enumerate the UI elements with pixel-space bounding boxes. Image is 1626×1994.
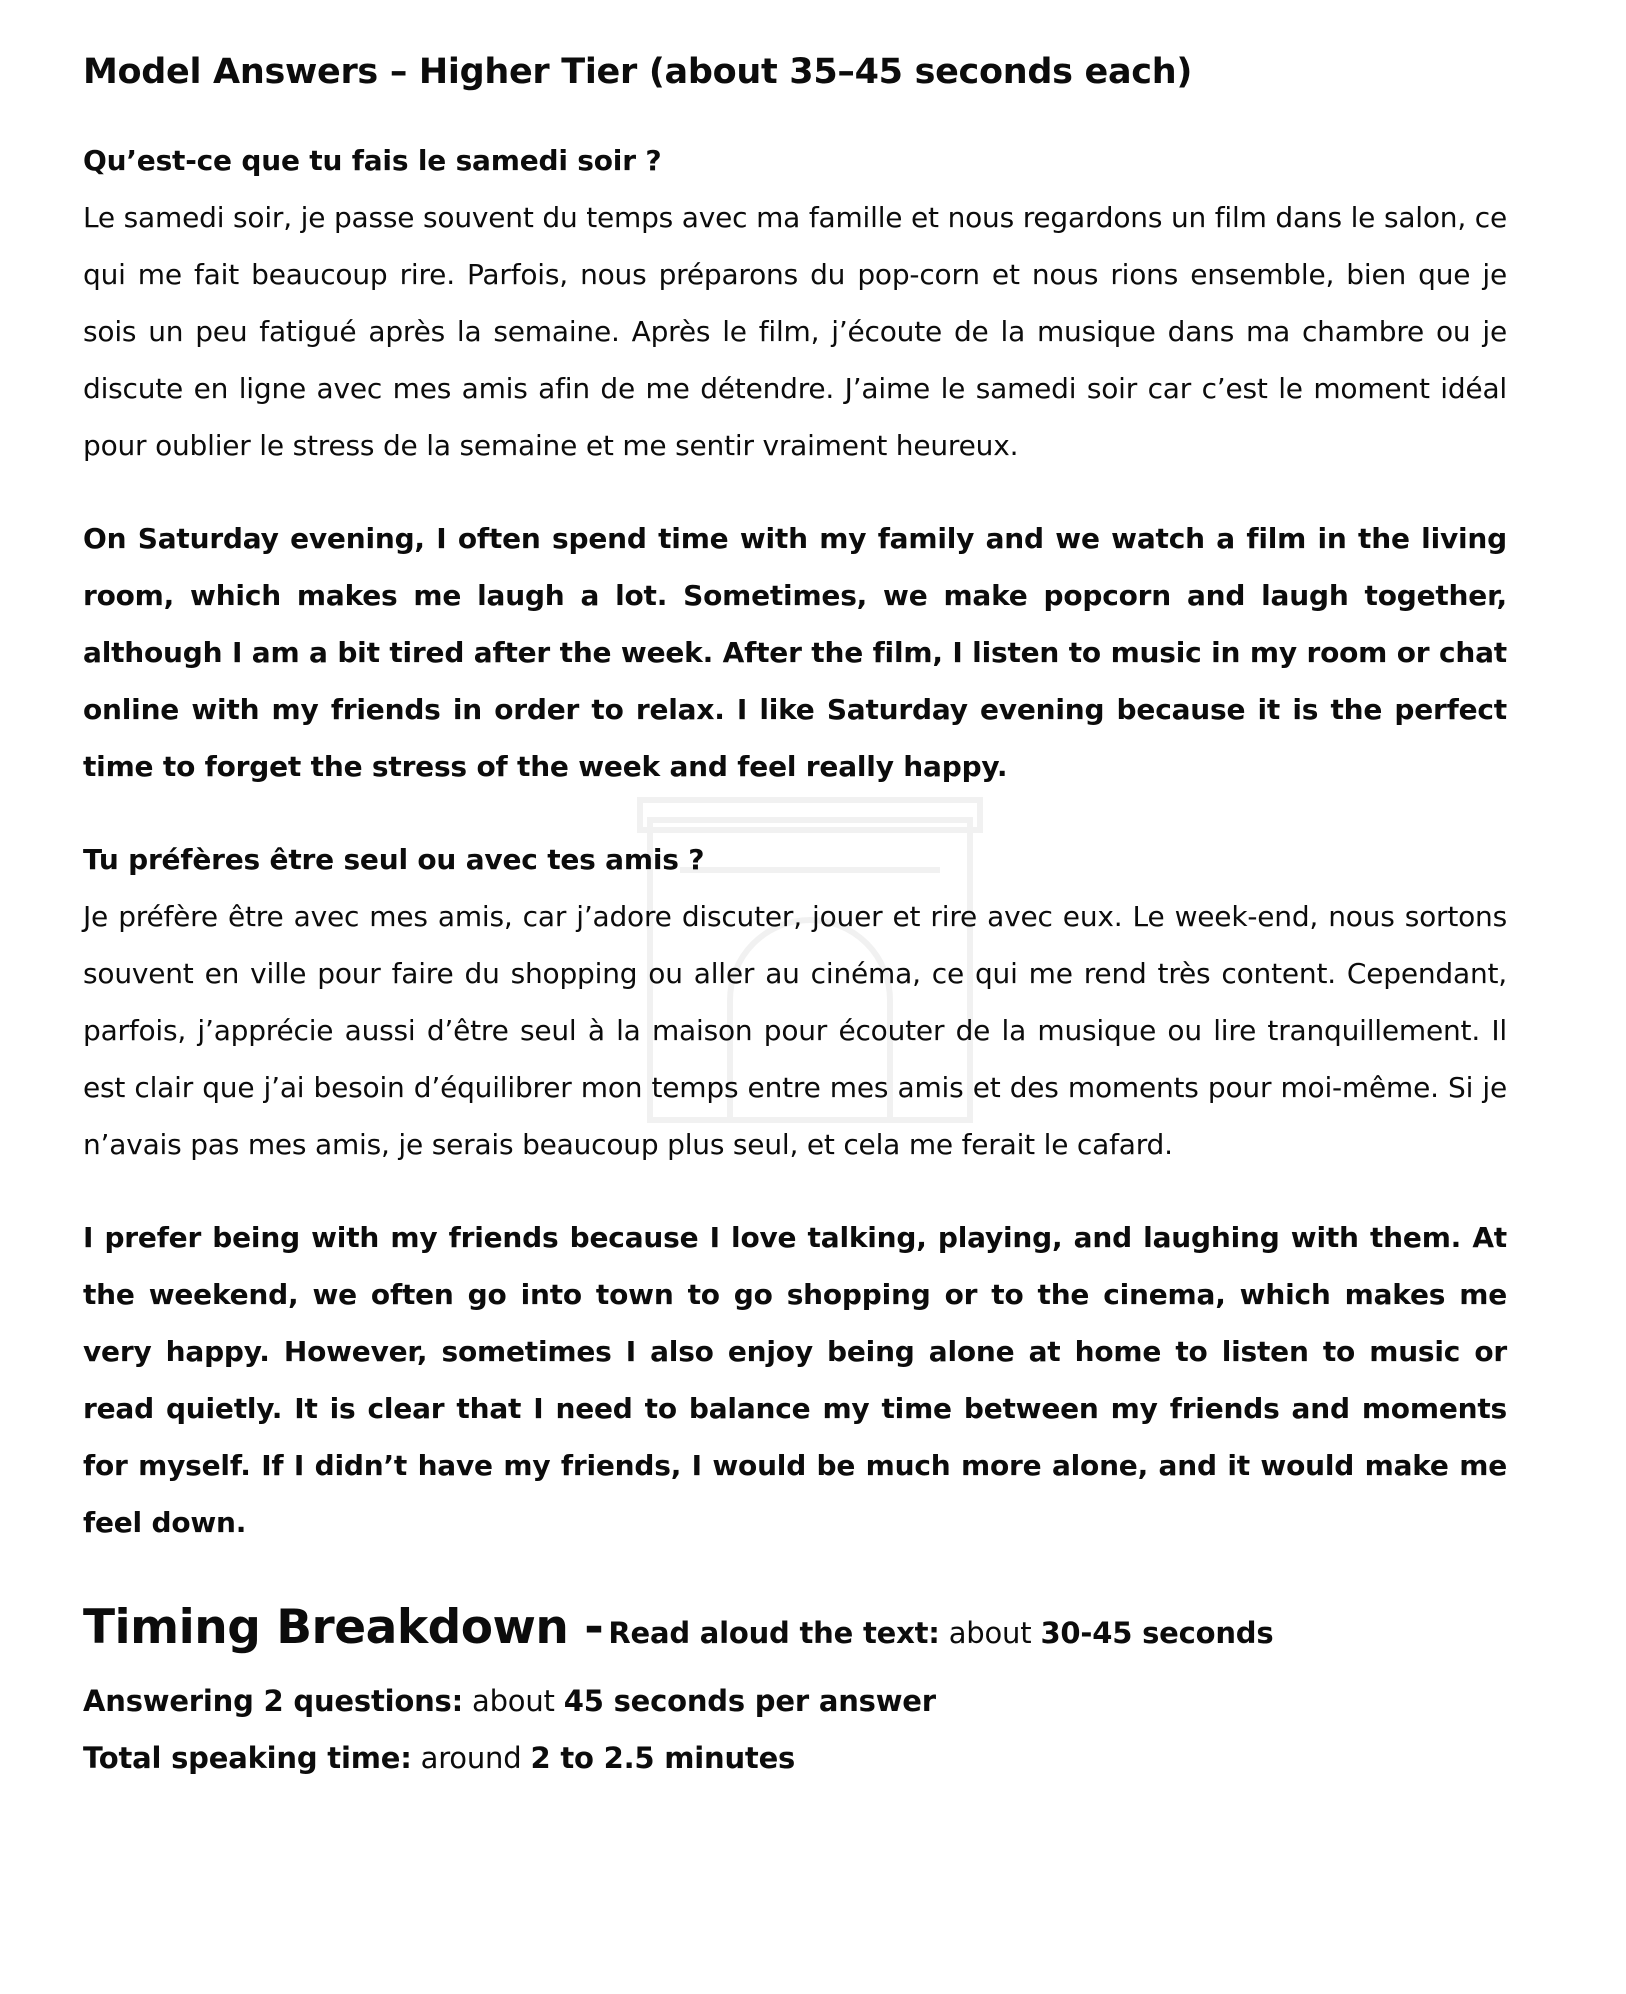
read-aloud-label: Read aloud the text: (608, 1616, 940, 1650)
answering-value: 45 seconds per answer (563, 1684, 936, 1718)
document-title: Model Answers – Higher Tier (about 35–45 seconds each) (83, 52, 1193, 92)
question-heading: Tu préfères être seul ou avec tes amis ? (83, 843, 705, 876)
answering-line (83, 1673, 1507, 1730)
question-heading: Qu’est-ce que tu fais le samedi soir ? (83, 144, 662, 177)
answering-label: Answering 2 questions: (83, 1684, 463, 1718)
english-translation: I prefer being with my friends because I love talking, playing, and laughing with them. At the weekend, we often go into town to go shopping or to the cinema, which makes me very happy. However, sometimes I also enjoy being alone at home to listen to music or read quietly. It is clear that I need to balance my time between my friends and moments for myself. If I didn’t have my friends, I would be much more alone, and it would make me feel down. (83, 1221, 1507, 1539)
answering-connector: about (472, 1684, 555, 1718)
timing-heading (83, 1593, 1507, 1673)
english-translation: On Saturday evening, I often spend time with my family and we watch a film in the living room, which makes me laugh a lot. Sometimes, we make popcorn and laugh together, although I am a bit tired after the week. After the film, I listen to music in my room or chat online with my friends in order to relax. I like Saturday evening because it is the perfect time to forget the stress of the week and feel really happy. (83, 522, 1507, 783)
read-aloud-value: 30-45 seconds (1040, 1616, 1274, 1650)
section-saturday-evening (83, 132, 1507, 795)
timing-title: Timing Breakdown - (83, 1600, 604, 1655)
timing-breakdown (83, 1593, 1507, 1787)
total-label: Total speaking time: (83, 1741, 412, 1775)
total-line (83, 1730, 1507, 1787)
french-answer: Je préfère être avec mes amis, car j’adore discuter, jouer et rire avec eux. Le week-end, nous sortons souvent en ville pour faire du shopping ou aller au cinéma, ce qui me rend très content. Cependant, parfois, j’apprécie aussi d’être seul à la maison pour écouter de la musique ou lire tranquillement. Il est clair que j’ai besoin d’équilibrer mon temps entre mes amis et des moments pour moi-même. Si je n’avais pas mes amis, je serais beaucoup plus seul, et cela me ferait le cafard. (83, 900, 1507, 1161)
total-connector: around (420, 1741, 522, 1775)
total-value: 2 to 2.5 minutes (530, 1741, 796, 1775)
read-aloud-line (608, 1616, 1273, 1650)
french-answer: Le samedi soir, je passe souvent du temps avec ma famille et nous regardons un film dans le salon, ce qui me fait beaucoup rire. Parfois, nous préparons du pop-corn et nous rions ensemble, bien que je sois un peu fatigué après la semaine. Après le film, j’écoute de la musique dans ma chambre ou je discute en ligne avec mes amis afin de me détendre. J’aime le samedi soir car c’est le moment idéal pour oublier le stress de la semaine et me sentir vraiment heureux. (83, 201, 1507, 462)
read-aloud-connector: about (948, 1616, 1032, 1650)
section-alone-or-friends (83, 831, 1507, 1551)
document-page (83, 44, 1507, 1787)
